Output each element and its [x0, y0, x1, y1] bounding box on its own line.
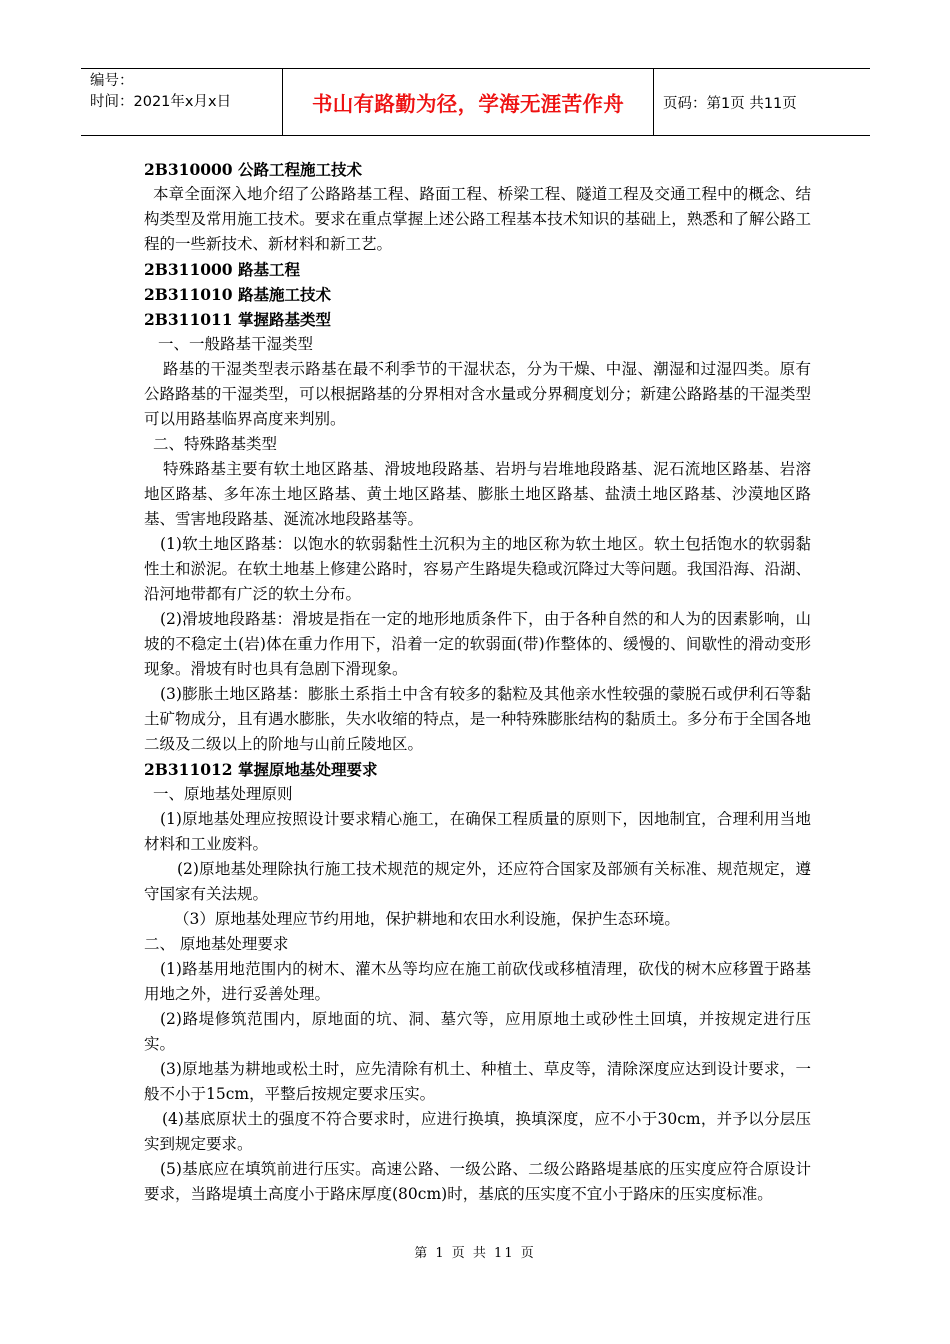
- paragraph: 二、 原地基处理要求: [144, 935, 289, 953]
- paragraph: 路基的干湿类型表示路基在最不利季节的干湿状态，分为干燥、中湿、潮湿和过湿四类。原有公路路基的干湿类型，可以根据路基的分界相对含水量或分界稠度划分；新建公路路基的干湿类型可以用路基临界高度来判别。: [144, 360, 811, 428]
- paragraph: (4)基底原状土的强度不符合要求时，应进行换填，换填深度，应不小于30cm，并予以分层压实到规定要求。: [144, 1110, 811, 1153]
- header-meta: [81, 69, 282, 135]
- document-number-label: 编号：: [90, 73, 134, 89]
- paragraph: 一、原地基处理原则: [153, 785, 293, 803]
- page-header: [81, 68, 870, 136]
- paragraph: (1)软土地区路基：以饱水的软弱黏性土沉积为主的地区称为软土地区。软土包括饱水的软弱黏性土和淤泥。在软土地基上修建公路时，容易产生路堤失稳或沉降过大等问题。我国沿海、沿湖、沿河地带都有广泛的软土分布。: [144, 535, 811, 603]
- page-footer: 第 1 页 共 11 页: [414, 1246, 536, 1261]
- document-body: [144, 157, 811, 1207]
- paragraph: （3）原地基处理应节约用地，保护耕地和农田水利设施，保护生态环境。: [174, 910, 680, 928]
- paragraph: (3)原地基为耕地或松土时，应先清除有机土、种植土、草皮等，清除深度应达到设计要求，一般不小于15cm，平整后按规定要求压实。: [144, 1060, 811, 1103]
- paragraph: 本章全面深入地介绍了公路路基工程、路面工程、桥梁工程、隧道工程及交通工程中的概念、结构类型及常用施工技术。要求在重点掌握上述公路工程基本技术知识的基础上，熟悉和了解公路工程的一些新技术、新材料和新工艺。: [144, 185, 811, 253]
- section-heading: 2B311000 路基工程: [144, 260, 300, 279]
- paragraph: (2)滑坡地段路基：滑坡是指在一定的地形地质条件下，由于各种自然的和人为的因素影响，山坡的不稳定土(岩)体在重力作用下，沿着一定的软弱面(带)作整体的、缓慢的、间歇性的滑动变形现象。滑坡有时也具有急剧下滑现象。: [144, 610, 811, 678]
- paragraph: 二、特殊路基类型: [153, 435, 278, 453]
- header-page-number: 页码：第1页 共11页: [663, 95, 797, 112]
- header-motto: 书山有路勤为径，学海无涯苦作舟: [282, 69, 654, 135]
- paragraph: (2)路堤修筑范围内，原地面的坑、洞、墓穴等，应用原地土或砂性土回填，并按规定进行压实。: [144, 1010, 811, 1053]
- paragraph: (2)原地基处理除执行施工技术规范的规定外，还应符合国家及部颁有关标准、规范规定，遵守国家有关法规。: [144, 860, 811, 903]
- paragraph: 特殊路基主要有软土地区路基、滑坡地段路基、岩坍与岩堆地段路基、泥石流地区路基、岩溶地区路基、多年冻土地区路基、黄土地区路基、膨胀土地区路基、盐渍土地区路基、沙漠地区路基、雪害地段路基、涎流冰地段路基等。: [144, 460, 811, 528]
- section-heading: 2B311012 掌握原地基处理要求: [144, 760, 378, 779]
- document-time-label: 时间：2021年x月x日: [90, 94, 232, 110]
- paragraph: (5)基底应在填筑前进行压实。高速公路、一级公路、二级公路路堤基底的压实度应符合原设计要求，当路堤填土高度小于路床厚度(80cm)时，基底的压实度不宜小于路床的压实度标准。: [144, 1160, 811, 1203]
- section-heading: 2B310000 公路工程施工技术: [144, 160, 362, 179]
- paragraph: (3)膨胀土地区路基：膨胀土系指土中含有较多的黏粒及其他亲水性较强的蒙脱石或伊利石等黏土矿物成分，且有遇水膨胀，失水收缩的特点，是一种特殊膨胀结构的黏质土。多分布于全国各地二级及二级以上的阶地与山前丘陵地区。: [144, 685, 811, 753]
- section-heading: 2B311010 路基施工技术: [144, 285, 331, 304]
- paragraph: (1)原地基处理应按照设计要求精心施工，在确保工程质量的原则下，因地制宜，合理利用当地材料和工业废料。: [144, 810, 811, 853]
- section-heading: 2B311011 掌握路基类型: [144, 310, 331, 329]
- paragraph: (1)路基用地范围内的树木、灌木丛等均应在施工前砍伐或移植清理，砍伐的树木应移置于路基用地之外，进行妥善处理。: [144, 960, 811, 1003]
- paragraph: 一、一般路基干湿类型: [158, 335, 314, 353]
